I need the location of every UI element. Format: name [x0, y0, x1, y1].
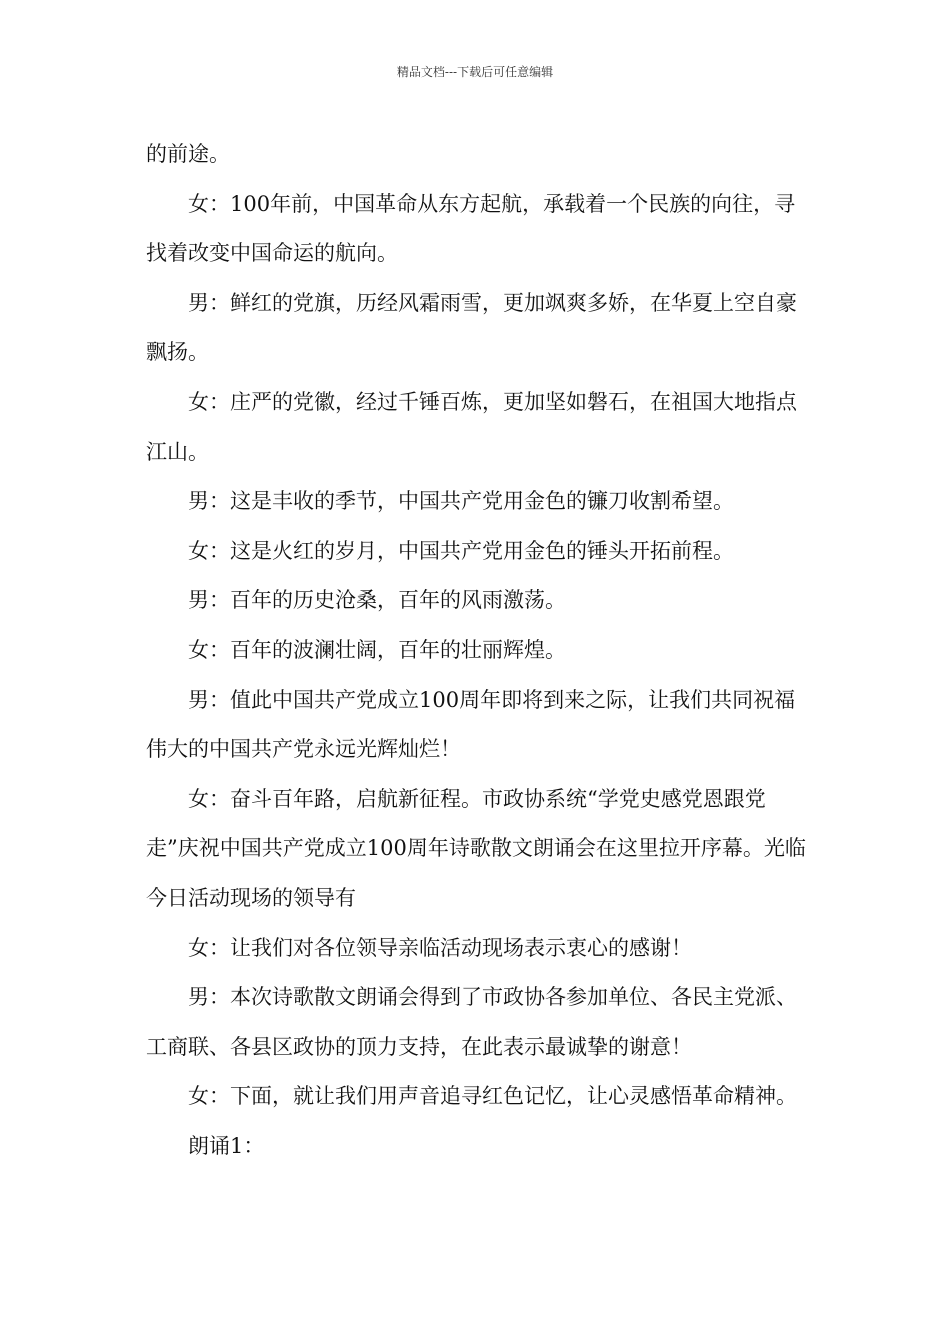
paragraph: 男：本次诗歌散文朗诵会得到了市政协各参加单位、各民主党派、工商联、各县区政协的顶力支持，在此表示最诚挚的谢意！: [146, 985, 797, 1059]
paragraph: 女：奋斗百年路，启航新征程。市政协系统“学党史感党恩跟党走”庆祝中国共产党成立100周年诗歌散文朗诵会在这里拉开序幕。光临今日活动现场的领导有: [146, 786, 806, 910]
paragraph: 男：鲜红的党旗，历经风霜雨雪，更加飒爽多娇，在华夏上空自豪飘扬。: [146, 290, 797, 365]
paragraph: 男：百年的历史沧桑，百年的风雨激荡。: [188, 588, 566, 613]
document-body: [146, 130, 810, 1171]
paragraph: 男：这是丰收的季节，中国共产党用金色的镰刀收割希望。: [188, 489, 734, 514]
paragraph: 女：百年的波澜壮阔，百年的壮丽辉煌。: [188, 637, 566, 662]
paragraph: 朗诵1：: [188, 1133, 265, 1158]
paragraph: 女：下面，就让我们用声音追寻红色记忆，让心灵感悟革命精神。: [188, 1084, 797, 1109]
paragraph: 男：值此中国共产党成立100周年即将到来之际，让我们共同祝福伟大的中国共产党永远光辉灿烂！: [146, 687, 796, 762]
paragraph: 女：庄严的党徽，经过千锤百炼，更加坚如磐石，在祖国大地指点江山。: [146, 389, 797, 464]
paragraph: 女：这是火红的岁月，中国共产党用金色的锤头开拓前程。: [188, 538, 734, 563]
paragraph: 女：100年前，中国革命从东方起航，承载着一个民族的向往，寻找着改变中国命运的航向。: [146, 191, 796, 266]
page-header: 精品文档---下载后可任意编辑: [396, 65, 554, 79]
paragraph: 的前途。: [146, 142, 230, 166]
paragraph: 女：让我们对各位领导亲临活动现场表示衷心的感谢！: [188, 935, 692, 960]
